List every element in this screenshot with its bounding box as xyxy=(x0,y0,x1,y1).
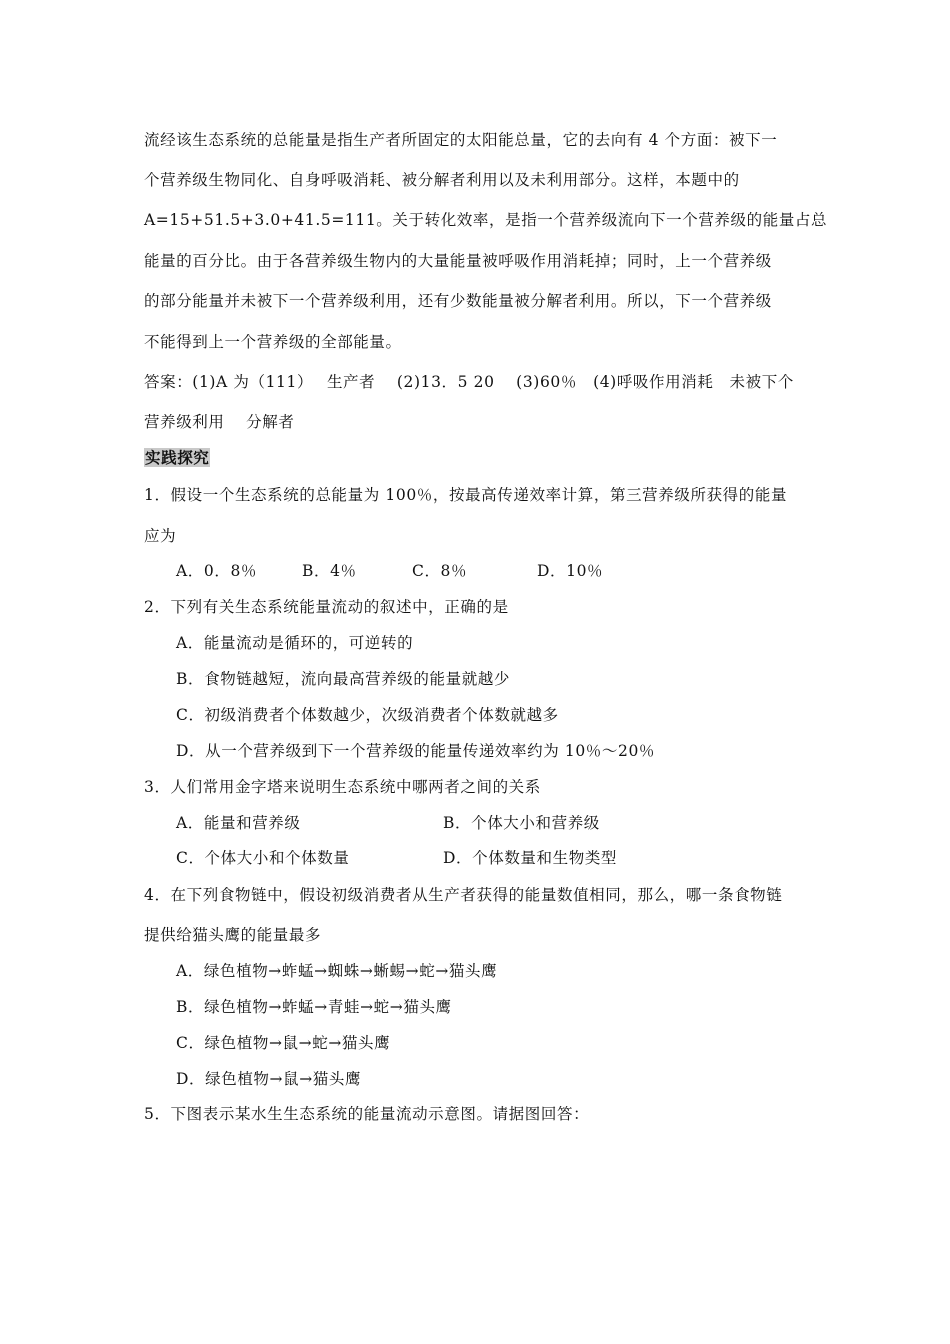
analysis-line: 个营养级生物同化、自身呼吸消耗、被分解者利用以及未利用部分。这样，本题中的 xyxy=(144,171,740,189)
option: A．绿色植物→蚱蜢→蜘蛛→蜥蜴→蛇→猫头鹰 xyxy=(176,962,498,980)
answer-line: 答案：(1)A 为（111） 生产者 (2)13．5 20 (3)60％ (4)呼吸作用消耗 未被下个 xyxy=(144,373,794,391)
option: D．个体数量和生物类型 xyxy=(443,849,618,867)
option: B．4％ xyxy=(302,562,357,580)
section-heading xyxy=(144,448,210,468)
option: A．能量和营养级 xyxy=(176,814,301,832)
analysis-line: 不能得到上一个营养级的全部能量。 xyxy=(144,333,402,351)
option: C．个体大小和个体数量 xyxy=(176,849,350,867)
option: D．10％ xyxy=(537,562,604,580)
question-stem: 4．在下列食物链中，假设初级消费者从生产者获得的能量数值相同，那么，哪一条食物链 xyxy=(144,886,783,904)
question-stem: 1．假设一个生态系统的总能量为 100％，按最高传递效率计算，第三营养级所获得的能量 xyxy=(144,486,788,504)
option: B．食物链越短，流向最高营养级的能量就越少 xyxy=(176,670,510,688)
answer-line: 营养级利用 分解者 xyxy=(144,413,295,431)
option: D．从一个营养级到下一个营养级的能量传递效率约为 10％～20％ xyxy=(176,742,656,760)
option: A．0．8％ xyxy=(176,562,258,580)
option: B．绿色植物→蚱蜢→青蛙→蛇→猫头鹰 xyxy=(176,998,452,1016)
option: C．初级消费者个体数越少，次级消费者个体数就越多 xyxy=(176,706,559,724)
option: B．个体大小和营养级 xyxy=(443,814,600,832)
analysis-line: 流经该生态系统的总能量是指生产者所固定的太阳能总量，它的去向有 4 个方面：被下一 xyxy=(144,131,778,149)
question-stem: 应为 xyxy=(144,527,177,545)
option: C．8％ xyxy=(412,562,468,580)
question-stem: 3．人们常用金字塔来说明生态系统中哪两者之间的关系 xyxy=(144,778,541,796)
option: C．绿色植物→鼠→蛇→猫头鹰 xyxy=(176,1034,391,1052)
question-stem: 提供给猫头鹰的能量最多 xyxy=(144,926,322,944)
option: D．绿色植物→鼠→猫头鹰 xyxy=(176,1070,362,1088)
question-stem: 2．下列有关生态系统能量流动的叙述中，正确的是 xyxy=(144,598,509,616)
analysis-line: 能量的百分比。由于各营养级生物内的大量能量被呼吸作用消耗掉；同时，上一个营养级 xyxy=(144,252,772,270)
analysis-line: 的部分能量并未被下一个营养级利用，还有少数能量被分解者利用。所以，下一个营养级 xyxy=(144,292,772,310)
question-stem: 5．下图表示某水生生态系统的能量流动示意图。请据图回答： xyxy=(144,1105,590,1123)
option: A．能量流动是循环的，可逆转的 xyxy=(176,634,414,652)
analysis-line: A=15+51.5+3.0+41.5=111。关于转化效率，是指一个营养级流向下一个营养级的能量占总 xyxy=(144,211,828,229)
section-title: 实践探究 xyxy=(145,448,210,467)
